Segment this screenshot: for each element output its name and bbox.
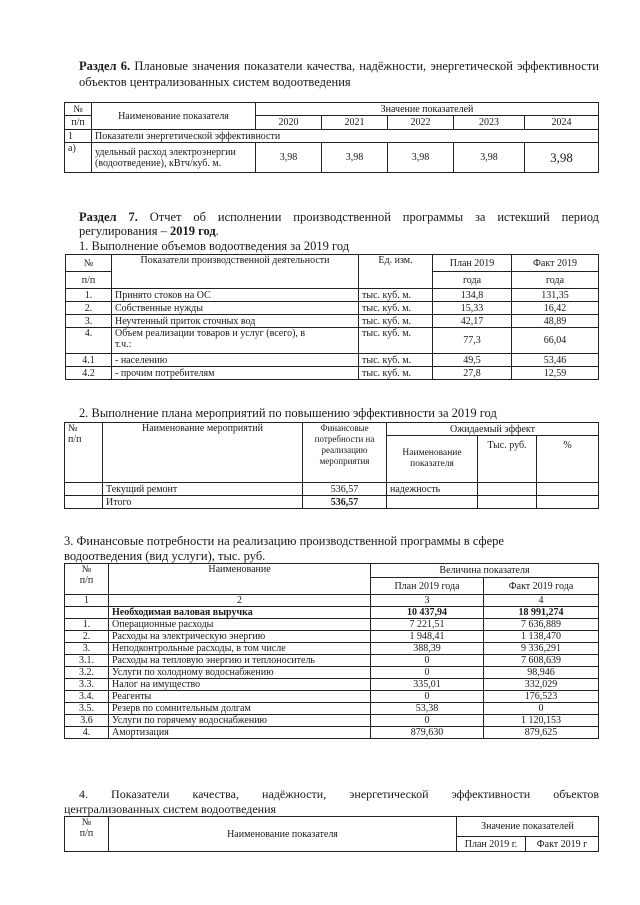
col-rub-header: Тыс. руб. <box>478 436 537 483</box>
row-num: 3.5. <box>65 703 109 715</box>
row-num: 3.6 <box>65 715 109 727</box>
row-fact: 332,029 <box>484 679 599 691</box>
row-num: 1. <box>65 619 109 631</box>
index-cell: 3 <box>371 595 484 607</box>
row-plan: 49,5 <box>433 354 512 367</box>
group-label: Показатели энергетической эффективности <box>92 130 599 143</box>
section7-year: 2019 год <box>169 224 216 238</box>
row-ind: надежность <box>387 483 478 496</box>
index-cell: 2 <box>109 595 371 607</box>
table3 <box>64 563 599 739</box>
row-fact: 53,46 <box>512 354 599 367</box>
col-value-header: Значение показателей <box>457 817 599 837</box>
col-effect-header: Ожидаемый эффект <box>387 423 599 436</box>
row-name: Услуги по холодному водоснабжению <box>109 667 371 679</box>
col-fact-header: Факт 2019 г <box>526 837 599 852</box>
row-name: Расходы на электрическую энергию <box>109 631 371 643</box>
row-plan: 10 437,94 <box>371 607 484 619</box>
row-name: Текущий ремонт <box>103 483 303 496</box>
col-num-header-line2: п/п <box>79 828 94 839</box>
table3-title-line2: водоотведения (вид услуги), тыс. руб. <box>64 549 266 563</box>
col-plan-header-2: года <box>433 272 512 289</box>
col-num-header-line1: № <box>81 817 92 828</box>
row-fact: 12,59 <box>512 367 599 380</box>
col-num-header-line2: п/п <box>79 575 94 586</box>
year-header: 2022 <box>388 116 454 130</box>
col-num-header-2: п/п <box>66 272 112 289</box>
row-plan: 0 <box>371 655 484 667</box>
row-name: Услуги по горячему водоснабжению <box>109 715 371 727</box>
section7-period-text: регулирования – <box>79 224 170 238</box>
table-row <box>65 631 599 643</box>
table1-title: 1. Выполнение объемов водоотведения за 2019 год <box>79 239 350 253</box>
row-num <box>65 496 103 509</box>
col-ind-header-line: Наименование <box>402 448 462 458</box>
group-num: 1 <box>65 130 92 143</box>
col-value-header: Значение показателей <box>256 103 599 116</box>
table-row <box>66 354 599 367</box>
row-plan: 879,630 <box>371 727 484 739</box>
col-name-header: Наименование показателя <box>109 817 457 852</box>
col-fact-header-2: года <box>512 272 599 289</box>
table-row <box>66 302 599 315</box>
index-cell: 4 <box>484 595 599 607</box>
row-name: - прочим потребителям <box>112 367 359 380</box>
table-row <box>65 715 599 727</box>
row-name-line2: т.ч.: <box>115 339 132 350</box>
col-name-header: Наименование <box>109 564 371 595</box>
row-num: 3.3. <box>65 679 109 691</box>
section6-label: Раздел 6. <box>79 59 131 73</box>
row-plan: 335,01 <box>371 679 484 691</box>
row-num: 4.1 <box>66 354 112 367</box>
row-fact: 16,42 <box>512 302 599 315</box>
row-plan: 0 <box>371 667 484 679</box>
col-plan-header: План 2019 года <box>371 578 484 595</box>
row-name: Необходимая валовая выручка <box>109 607 371 619</box>
year-header: 2024 <box>525 116 599 130</box>
col-fact-header: Факт 2019 <box>512 255 599 272</box>
col-unit-header: Ед. изм. <box>359 255 433 289</box>
row-plan: 388,39 <box>371 643 484 655</box>
section6-title-line2: объектов централизованных систем водоотведения <box>79 75 351 89</box>
table-row <box>65 691 599 703</box>
row-unit: тыс. куб. м. <box>359 289 433 302</box>
table-row <box>66 289 599 302</box>
col-name-header: Наименование мероприятий <box>103 423 303 483</box>
row-unit: тыс. куб. м. <box>359 367 433 380</box>
row-name: Неподконтрольные расходы, в том числе <box>109 643 371 655</box>
row-unit: тыс. куб. м. <box>359 328 433 354</box>
row-num: 3.1. <box>65 655 109 667</box>
col-num-header-line1: № <box>81 564 92 575</box>
table-row <box>65 619 599 631</box>
row-plan: 0 <box>371 691 484 703</box>
table3-title: 3. Финансовые потребности на реализацию производственной программы в сфере <box>64 534 504 548</box>
row-fact: 66,04 <box>512 328 599 354</box>
row-fin: 536,57 <box>303 496 387 509</box>
col-ind-header <box>387 436 478 483</box>
row-fact: 48,89 <box>512 315 599 328</box>
row-fact: 98,946 <box>484 667 599 679</box>
row-name: Расходы на тепловую энергию и теплоноситель <box>109 655 371 667</box>
section6-table <box>64 102 599 173</box>
row-unit: тыс. куб. м. <box>359 315 433 328</box>
year-header: 2020 <box>256 116 322 130</box>
row-plan: 0 <box>371 715 484 727</box>
table-row <box>66 315 599 328</box>
value-cell: 3,98 <box>322 143 388 173</box>
row-unit: тыс. куб. м. <box>359 302 433 315</box>
table-row <box>65 727 599 739</box>
row-plan: 27,8 <box>433 367 512 380</box>
row-name: Неучтенный приток сточных вод <box>112 315 359 328</box>
row-ind <box>387 496 478 509</box>
col-fin-header-line: Финансовые <box>320 423 369 433</box>
col-num-header-2: п/п <box>65 116 92 130</box>
row-name: Итого <box>103 496 303 509</box>
col-num-header: № <box>66 255 112 272</box>
row-fact: 1 120,153 <box>484 715 599 727</box>
section7-title-text: Отчет об исполнении производственной программы за истекший период <box>149 210 599 224</box>
row-name: Резерв по сомнительным долгам <box>109 703 371 715</box>
col-name-header: Показатели производственной деятельности <box>112 255 359 289</box>
row-fact: 879,625 <box>484 727 599 739</box>
section4-title: 4. Показатели качества, надёжности, энергетической эффективности объектов <box>79 787 599 801</box>
col-num-header <box>65 817 109 852</box>
col-value-header: Величина показателя <box>371 564 599 578</box>
section7-label: Раздел 7. <box>79 210 138 224</box>
row-pct <box>537 496 599 509</box>
row-num: 2. <box>66 302 112 315</box>
col-fin-header-line: потребности на <box>314 434 375 444</box>
row-fact: 7 636,889 <box>484 619 599 631</box>
row-num: 3.2. <box>65 667 109 679</box>
col-name-header: Наименование показателя <box>92 103 256 130</box>
section7-title <box>79 210 599 225</box>
row-name: Принято стоков на ОС <box>112 289 359 302</box>
col-plan-header: План 2019 <box>433 255 512 272</box>
row-name: Налог на имущество <box>109 679 371 691</box>
row-plan: 42,17 <box>433 315 512 328</box>
row-num: а) <box>65 143 92 173</box>
table-row <box>65 703 599 715</box>
row-num: 4.2 <box>66 367 112 380</box>
table-row <box>66 328 599 354</box>
row-name: - населению <box>112 354 359 367</box>
table-row <box>65 655 599 667</box>
row-fact: 9 336,291 <box>484 643 599 655</box>
year-header: 2021 <box>322 116 388 130</box>
row-num: 1. <box>66 289 112 302</box>
table-row <box>65 667 599 679</box>
row-num: 2. <box>65 631 109 643</box>
row-num: 3.4. <box>65 691 109 703</box>
col-fin-header-line: реализацию <box>321 445 368 455</box>
row-plan: 53,38 <box>371 703 484 715</box>
row-num: 4. <box>65 727 109 739</box>
table2 <box>64 422 599 509</box>
row-name: Операционные расходы <box>109 619 371 631</box>
section7-title-line2 <box>79 224 599 239</box>
value-cell: 3,98 <box>388 143 454 173</box>
section7-period-end: . <box>215 224 219 238</box>
row-rub <box>478 496 537 509</box>
row-fin: 536,57 <box>303 483 387 496</box>
section4-title-line2: централизованных систем водоотведения <box>64 802 277 816</box>
col-plan-header: План 2019 г. <box>457 837 526 852</box>
row-pct <box>537 483 599 496</box>
row-num <box>65 607 109 619</box>
index-cell: 1 <box>65 595 109 607</box>
row-num <box>65 483 103 496</box>
section6-title <box>79 59 599 74</box>
row-fact: 1 138,470 <box>484 631 599 643</box>
row-plan: 7 221,51 <box>371 619 484 631</box>
table-row <box>65 679 599 691</box>
row-plan: 15,33 <box>433 302 512 315</box>
row-name: Реагенты <box>109 691 371 703</box>
col-fin-header <box>303 423 387 483</box>
year-header: 2023 <box>454 116 525 130</box>
table1 <box>65 254 599 380</box>
col-fin-header-line: мероприятия <box>319 456 370 466</box>
row-name <box>112 328 359 354</box>
col-pct-header: % <box>537 436 599 483</box>
row-plan: 1 948,41 <box>371 631 484 643</box>
section4-table <box>64 816 599 852</box>
table-row <box>65 607 599 619</box>
col-num-header <box>65 423 103 483</box>
table2-title: 2. Выполнение плана мероприятий по повышению эффективности за 2019 год <box>79 406 497 420</box>
table-row <box>66 367 599 380</box>
row-num: 3. <box>65 643 109 655</box>
table-row <box>65 483 599 496</box>
row-fact: 7 608,639 <box>484 655 599 667</box>
col-num-header <box>65 564 109 595</box>
row-fact: 0 <box>484 703 599 715</box>
row-fact: 176,523 <box>484 691 599 703</box>
row-fact: 131,35 <box>512 289 599 302</box>
table-row <box>65 643 599 655</box>
row-name: Собственные нужды <box>112 302 359 315</box>
col-fact-header: Факт 2019 года <box>484 578 599 595</box>
row-fact: 18 991,274 <box>484 607 599 619</box>
value-cell: 3,98 <box>256 143 322 173</box>
value-cell: 3,98 <box>454 143 525 173</box>
row-num: 4. <box>66 328 112 354</box>
col-num-header-line2: п/п <box>68 434 82 445</box>
col-num-header: № <box>65 103 92 116</box>
row-plan: 134,8 <box>433 289 512 302</box>
row-name: удельный расход электроэнергии (водоотведение), кВтч/куб. м. <box>92 143 256 173</box>
row-num: 3. <box>66 315 112 328</box>
table-row <box>65 496 599 509</box>
row-name-line1: Объем реализации товаров и услуг (всего), в <box>115 328 306 339</box>
col-ind-header-line: показателя <box>410 459 454 469</box>
row-name: Амортизация <box>109 727 371 739</box>
row-unit: тыс. куб. м. <box>359 354 433 367</box>
col-num-header-line1: № <box>68 423 78 434</box>
row-plan: 77,3 <box>433 328 512 354</box>
section6-title-text: Плановые значения показатели качества, надёжности, энергетической эффективности <box>134 59 599 73</box>
value-cell: 3,98 <box>525 143 599 173</box>
row-rub <box>478 483 537 496</box>
